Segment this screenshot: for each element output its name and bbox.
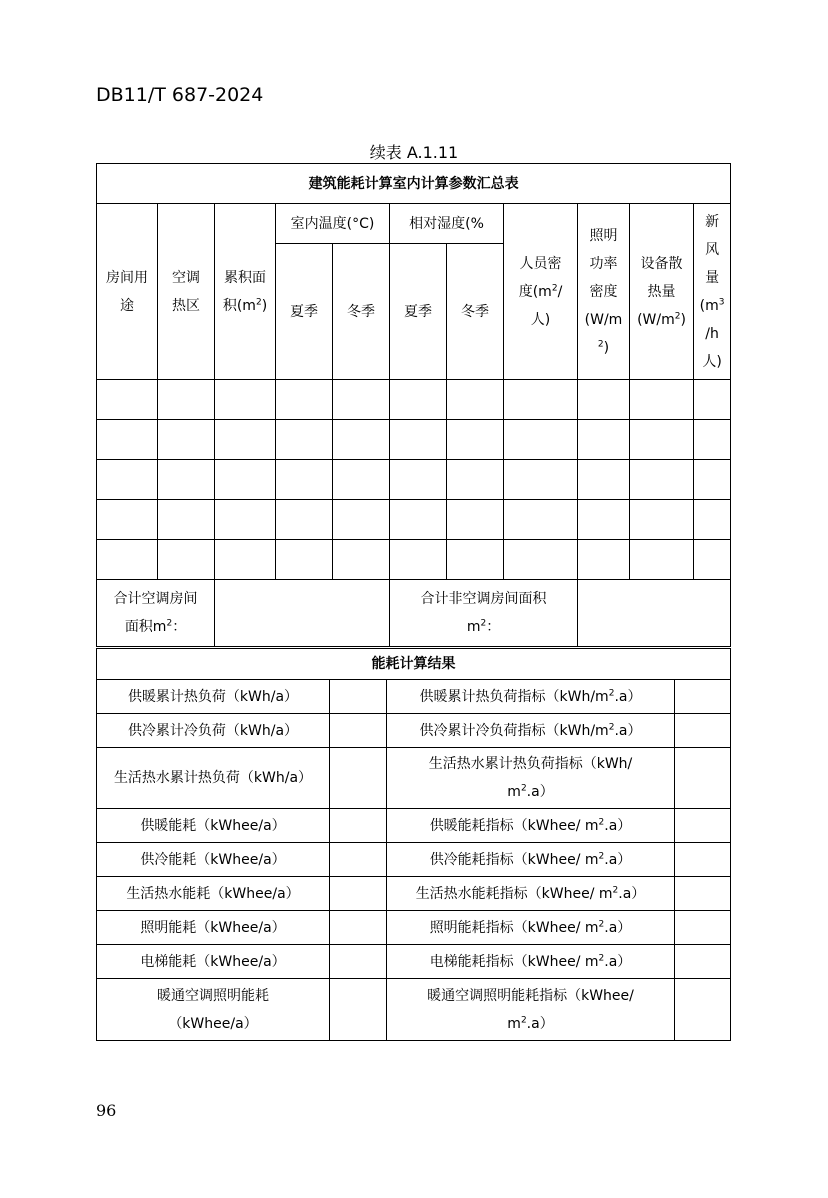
result-row: [97, 911, 731, 945]
result-row: [97, 748, 731, 809]
header-ac-zone: 空调 热区: [158, 204, 215, 380]
result-index-label: 生活热水能耗指标（kWhee/ $m^2.a$）: [387, 877, 675, 911]
header-fresh-air: 新 风 量 ($m^3$ /h 人): [694, 204, 731, 380]
table-title: 建筑能耗计算室内计算参数汇总表: [97, 164, 731, 204]
result-row: [97, 877, 731, 911]
table-row: [97, 500, 731, 540]
result-index-label: 供暖累计热负荷指标$(kWh/m^2.a)$: [387, 680, 675, 714]
header-equipment-heat: 设备散 热量 $(W/m^2)$: [630, 204, 694, 380]
result-index-label: 供冷能耗指标（kWhee/ $m^2.a$）: [387, 843, 675, 877]
total-ac-area-value: [215, 580, 390, 647]
table-caption: 续表 A.1.11: [369, 143, 459, 162]
result-label: 生活热水能耗（kWhee/a）: [97, 877, 330, 911]
result-index-label: 供冷累计冷负荷指标$(kWh/m^2.a)$: [387, 714, 675, 748]
header-lighting-power-density: 照明 功率 密度 (W/m $^2$): [578, 204, 630, 380]
result-index-label: 供暖能耗指标（kWhee/ $m^2.a$）: [387, 809, 675, 843]
result-index-label: 暖通空调照明能耗指标（kWhee/ $m^2.a$）: [387, 979, 675, 1041]
document-code: DB11/T 687-2024: [96, 84, 264, 106]
result-label: 供冷累计冷负荷（kWh/a）: [97, 714, 330, 748]
result-row: [97, 809, 731, 843]
results-title: 能耗计算结果: [97, 649, 731, 680]
result-label: 供暖能耗（kWhee/a）: [97, 809, 330, 843]
result-index-label: 生活热水累计热负荷指标（kWh/ $m^2.a$）: [387, 748, 675, 809]
header-accumulated-area: 累积面 积$(m^2)$: [215, 204, 276, 380]
result-label: 供冷能耗（kWhee/a）: [97, 843, 330, 877]
page-number: 96: [96, 1101, 117, 1120]
total-nonac-area-value: [578, 580, 731, 647]
header-occupant-density: 人员密 度($m^2/$ 人): [504, 204, 578, 380]
result-row: [97, 843, 731, 877]
result-row: [97, 979, 731, 1041]
result-label: 照明能耗（kWhee/a）: [97, 911, 330, 945]
result-index-label: 照明能耗指标（kWhee/ $m^2.a$）: [387, 911, 675, 945]
parameter-summary-table: [96, 163, 731, 647]
result-row: [97, 680, 731, 714]
header-temp-winter: 冬季: [333, 244, 390, 380]
result-row: [97, 714, 731, 748]
header-room-use: 房间用 途: [97, 204, 158, 380]
result-label: 暖通空调照明能耗 （kWhee/a）: [97, 979, 330, 1041]
table-row: [97, 540, 731, 580]
header-humidity-winter: 冬季: [447, 244, 504, 380]
total-ac-area-label: 合计空调房间 面积$m^2$：: [97, 580, 215, 647]
result-row: [97, 945, 731, 979]
result-label: 供暖累计热负荷（kWh/a）: [97, 680, 330, 714]
result-index-label: 电梯能耗指标（kWhee/ $m^2.a$）: [387, 945, 675, 979]
result-label: 电梯能耗（kWhee/a）: [97, 945, 330, 979]
table-row: [97, 420, 731, 460]
header-relative-humidity: 相对湿度(%: [390, 204, 504, 244]
header-humidity-summer: 夏季: [390, 244, 447, 380]
result-label: 生活热水累计热负荷（kWh/a）: [97, 748, 330, 809]
energy-results-table: [96, 648, 731, 1041]
header-indoor-temperature: 室内温度(°C): [276, 204, 390, 244]
total-nonac-area-label: 合计非空调房间面积 $m^2$：: [390, 580, 578, 647]
header-temp-summer: 夏季: [276, 244, 333, 380]
table-row: [97, 380, 731, 420]
table-row: [97, 460, 731, 500]
